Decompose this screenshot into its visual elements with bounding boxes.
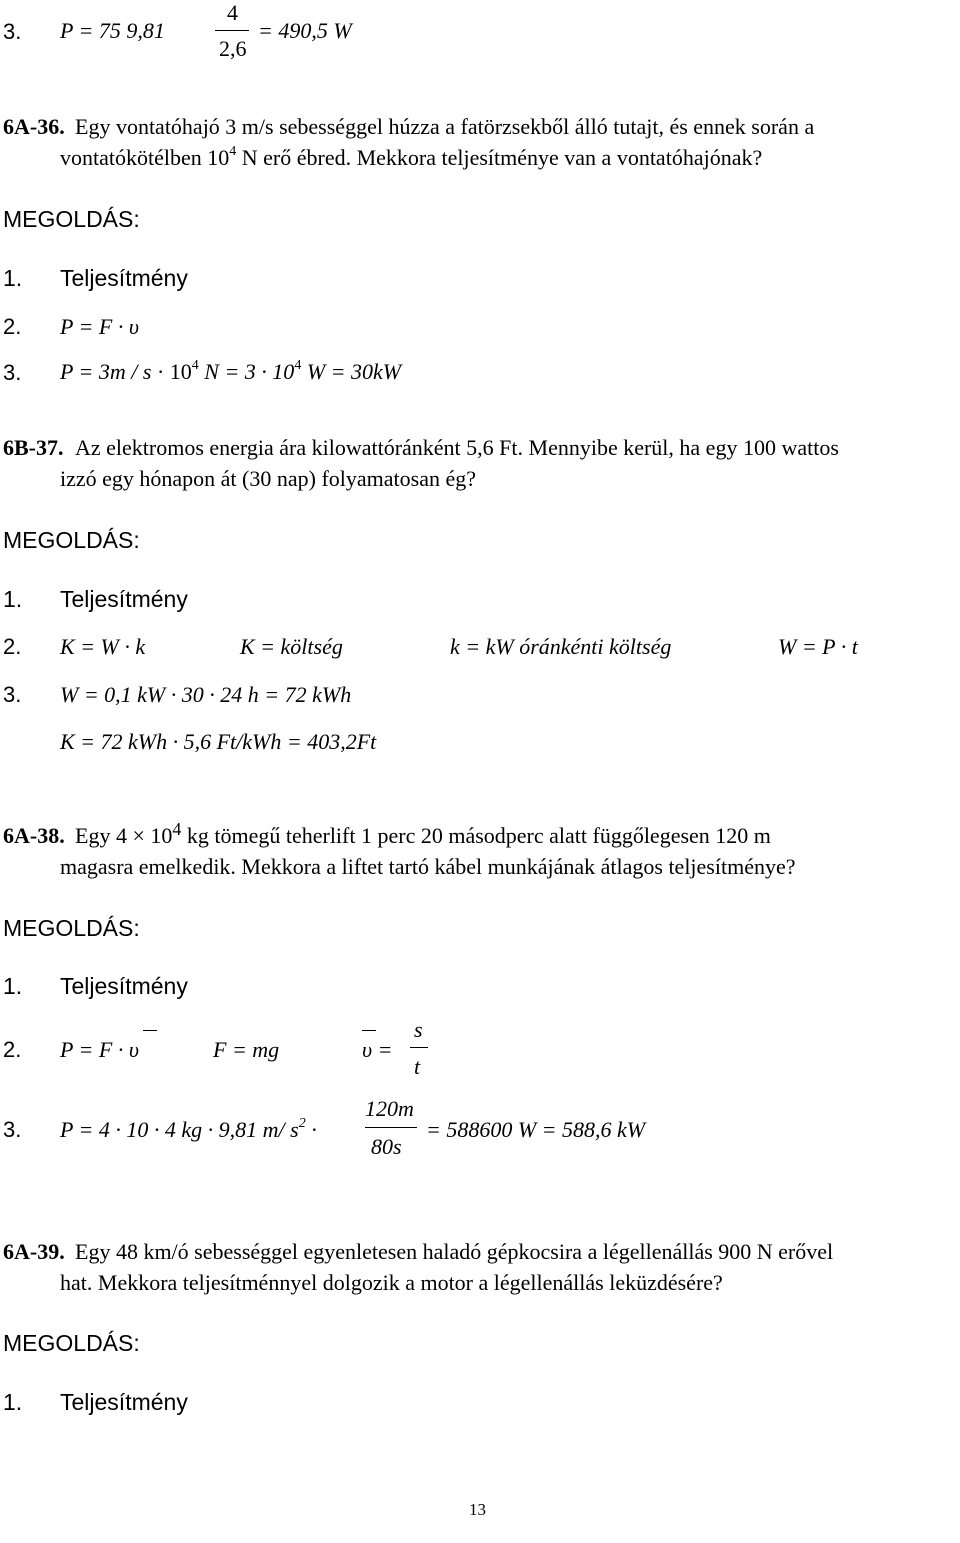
step-number: 2. xyxy=(3,314,22,339)
page-number: 13 xyxy=(469,1500,486,1519)
solution-heading: MEGOLDÁS: xyxy=(3,527,140,553)
fraction-denominator: 80s xyxy=(371,1134,402,1159)
fraction-line xyxy=(215,30,249,31)
step-number: 3. xyxy=(3,360,22,385)
step-number: 1. xyxy=(3,586,23,612)
fraction-numerator: s xyxy=(414,1017,423,1042)
step-number: 1. xyxy=(3,265,23,291)
problem-id: 6B-37. xyxy=(3,435,64,460)
step-equation: P = F · υ xyxy=(60,314,139,339)
step-number: 1. xyxy=(3,973,23,999)
equation-lhs: P = 75 9,81 xyxy=(60,18,165,43)
problem-text: Egy 48 km/ó sebességgel egyenletesen haladó gépkocsira a légellenállás 900 N erővel xyxy=(75,1239,834,1264)
fraction-numerator: 120m xyxy=(365,1096,414,1121)
problem-text: Az elektromos energia ára kilowattóránként 5,6 Ft. Mennyibe kerül, ha egy 100 wattos xyxy=(75,435,839,460)
step-equation: W = 0,1 kW · 30 · 24 h = 72 kWh xyxy=(60,682,352,707)
solution-heading: MEGOLDÁS: xyxy=(3,915,140,941)
step-equation: P = F · υ xyxy=(60,1037,139,1062)
fraction-numerator: 4 xyxy=(227,0,238,25)
step-number: 3. xyxy=(3,682,22,707)
step-equation: = 588600 W = 588,6 kW xyxy=(426,1117,646,1142)
item-number: 3. xyxy=(3,19,22,44)
step-number: 3. xyxy=(3,1117,22,1142)
fraction-line xyxy=(410,1047,428,1048)
overline xyxy=(143,1030,157,1031)
step-number: 2. xyxy=(3,634,22,659)
problem-text: vontatókötélben $10^4$ N erő ébred. Mekkora teljesítménye van a vontatóhajónak? xyxy=(60,144,763,170)
step-text: Teljesítmény xyxy=(60,586,188,612)
step-number: 2. xyxy=(3,1037,22,1062)
step-text: Teljesítmény xyxy=(60,1389,188,1415)
problem-id: 6A-36. xyxy=(3,114,65,139)
problem-id: 6A-38. xyxy=(3,823,65,848)
step-equation: K = W · k xyxy=(60,634,146,659)
solution-heading: MEGOLDÁS: xyxy=(3,1330,140,1356)
fraction-denominator: t xyxy=(414,1054,421,1079)
step-equation: P = 4 · 10 · 4 kg · 9,81 m/ $s^2$ · xyxy=(60,1116,317,1142)
step-equation: F = mg xyxy=(213,1037,280,1062)
fraction-denominator: 2,6 xyxy=(219,36,247,61)
problem-text: hat. Mekkora teljesítménnyel dolgozik a motor a légellenállás leküzdésére? xyxy=(60,1270,723,1295)
step-text: Teljesítmény xyxy=(60,973,188,999)
step-text: Teljesítmény xyxy=(60,265,188,291)
problem-id: 6A-39. xyxy=(3,1239,65,1264)
step-number: 1. xyxy=(3,1389,23,1415)
step-equation: K = 72 kWh · 5,6 Ft/kWh = 403,2Ft xyxy=(60,729,377,754)
problem-text: izzó egy hónapon át (30 nap) folyamatosan ég? xyxy=(60,466,477,491)
step-equation: k = kW óránkénti költség xyxy=(450,634,672,659)
fraction-line xyxy=(365,1127,417,1128)
problem-text: Egy vontatóhajó 3 m/s sebességgel húzza a fatörzsekből álló tutajt, és ennek során a xyxy=(75,114,815,139)
step-equation: K = költség xyxy=(240,634,343,659)
equation-rhs: = 490,5 W xyxy=(258,18,352,43)
solution-heading: MEGOLDÁS: xyxy=(3,206,140,232)
step-equation: W = P · t xyxy=(778,634,858,659)
problem-text: magasra emelkedik. Mekkora a liftet tartó kábel munkájának átlagos teljesítménye? xyxy=(60,854,796,879)
step-equation: υ = xyxy=(362,1037,393,1062)
overline xyxy=(362,1030,376,1031)
step-equation: $P = 3m / s \cdot 10^4$ $N = 3 \cdot 10^4$ W = 30kW xyxy=(60,358,402,384)
problem-text: Egy $4 \times 10^4$ kg tömegű teherlift 1 perc 20 másodperc alatt függőlegesen 120 m xyxy=(75,819,771,848)
